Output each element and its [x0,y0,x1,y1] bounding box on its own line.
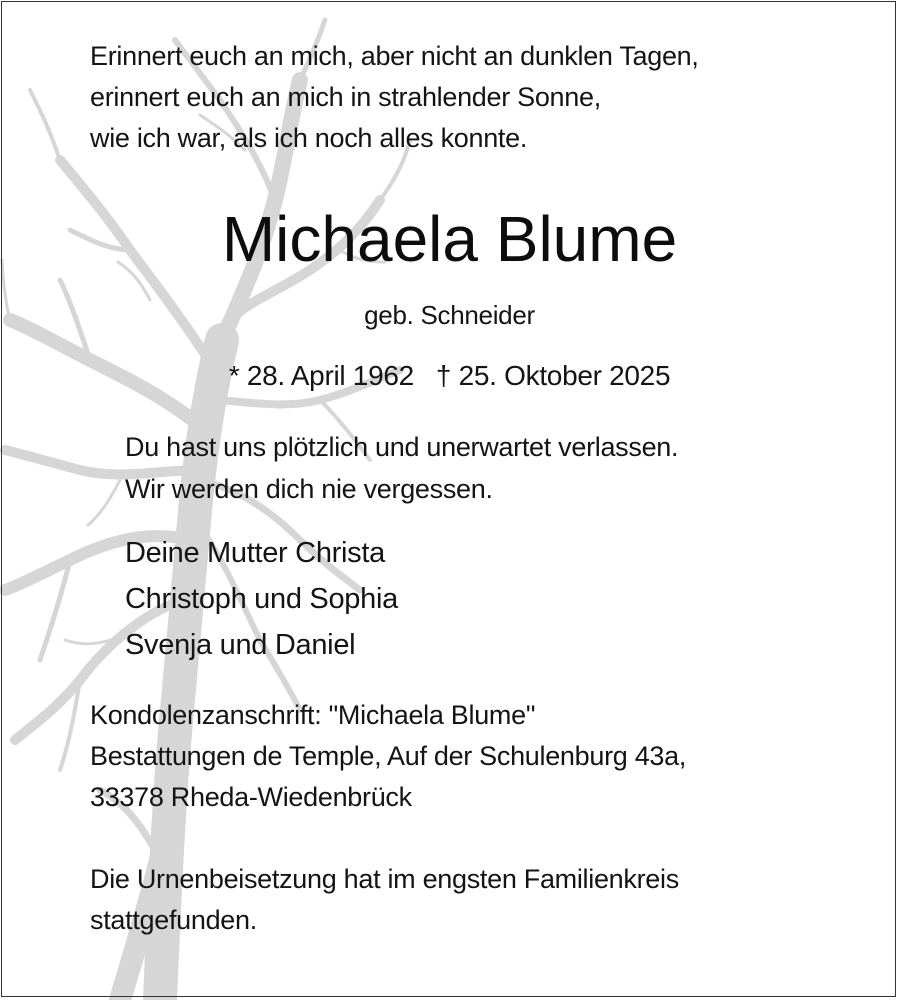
death-date: † 25. Oktober 2025 [435,360,671,391]
condolence-line-2: Bestattungen de Temple, Auf der Schulenburg 43a, [90,741,687,771]
burial-notice-line-2: stattgefunden. [90,905,257,935]
poem-line-3: wie ich war, als ich noch alles konnte. [90,123,528,153]
burial-notice-line-1: Die Urnenbeisetzung hat im engsten Familienkreis [90,864,679,894]
message-line-2: Wir werden dich nie vergessen. [125,474,493,504]
poem-line-2: erinnert euch an mich in strahlender Sonne, [90,82,601,112]
life-dates [0,357,899,395]
birth-date: * 28. April 1962 [228,360,414,391]
deceased-name: Michaela Blume [221,203,678,275]
mourner-2: Christoph und Sophia [125,583,398,615]
condolence-line-3: 33378 Rheda-Wiedenbrück [90,782,412,812]
maiden-name: geb. Schneider [364,300,535,330]
poem-line-1: Erinnert euch an mich, aber nicht an dunklen Tagen, [90,41,699,71]
mourner-1: Deine Mutter Christa [125,537,385,569]
condolence-line-1: Kondolenzanschrift: "Michaela Blume" [90,700,536,730]
message-line-1: Du hast uns plötzlich und unerwartet verlassen. [125,432,679,462]
mourner-3: Svenja und Daniel [125,629,356,661]
